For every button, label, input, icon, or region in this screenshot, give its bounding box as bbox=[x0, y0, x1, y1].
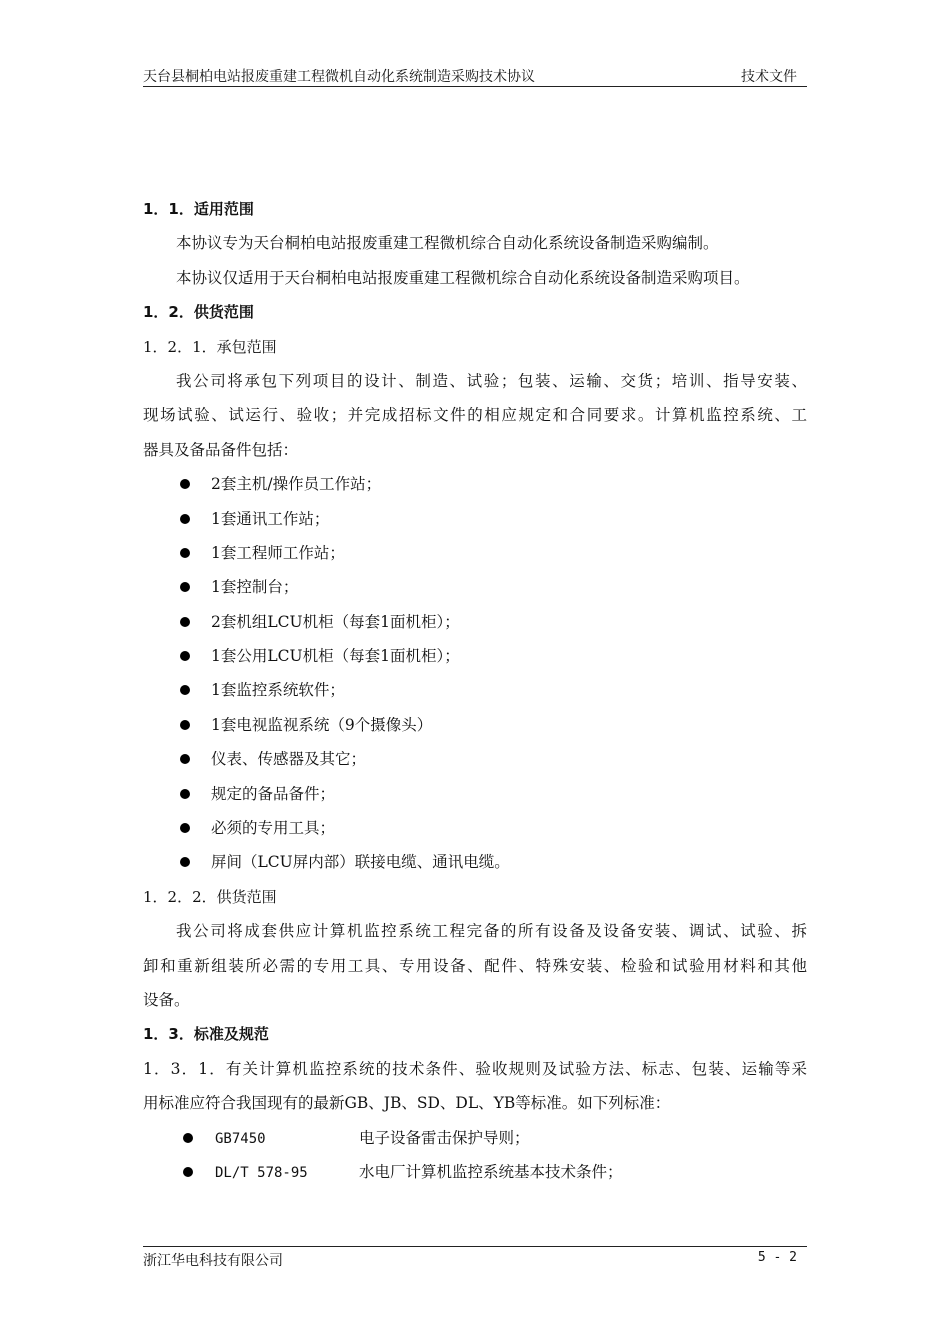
section-1-1-paragraph-1: 本协议专为天台桐柏电站报废重建工程微机综合自动化系统设备制造采购编制。 bbox=[176, 234, 719, 253]
list-item-text: 屏间（LCU屏内部）联接电缆、通讯电缆。 bbox=[211, 853, 510, 872]
section-1-1-paragraph-2: 本协议仅适用于天台桐柏电站报废重建工程微机综合自动化系统设备制造采购项目。 bbox=[176, 268, 750, 287]
bullet-icon bbox=[180, 548, 190, 558]
header-doc-type: 技术文件 bbox=[741, 69, 797, 85]
bullet-icon bbox=[180, 754, 190, 764]
list-item bbox=[143, 467, 807, 501]
bullet-icon bbox=[183, 1133, 193, 1143]
list-item bbox=[143, 639, 807, 673]
list-item bbox=[143, 673, 807, 707]
bullet-icon bbox=[180, 685, 190, 695]
bullet-icon bbox=[180, 823, 190, 833]
section-1-2-2-para-line: 设备。 bbox=[143, 990, 190, 1009]
bullet-icon bbox=[183, 1167, 193, 1177]
list-item-text: 2套主机/操作员工作站； bbox=[211, 475, 382, 494]
list-item-text: 仪表、传感器及其它； bbox=[211, 750, 367, 769]
footer-company: 浙江华电科技有限公司 bbox=[143, 1253, 283, 1269]
section-1-2-1-para-line: 器具及备品备件包括： bbox=[143, 440, 299, 459]
section-1-2-2-heading: 1．2．2．供货范围 bbox=[143, 887, 277, 906]
page-number: 5 - 2 bbox=[757, 1250, 797, 1265]
list-item bbox=[143, 605, 807, 639]
list-item-text: 1套公用LCU机柜（每套1面机柜）； bbox=[211, 647, 460, 666]
list-item bbox=[143, 708, 807, 742]
section-1-3-heading: 1．3．标准及规范 bbox=[143, 1025, 269, 1044]
list-item-text: 1套控制台； bbox=[211, 578, 299, 597]
section-1-2-1-para-line: 我公司将承包下列项目的设计、制造、试验；包装、运输、交货；培训、指导安装、 bbox=[176, 371, 807, 390]
list-item-text: 1套电视监视系统（9个摄像头） bbox=[211, 715, 433, 734]
list-item bbox=[143, 536, 807, 570]
bullet-icon bbox=[180, 651, 190, 661]
standard-item bbox=[143, 1155, 807, 1189]
standard-code: GB7450 bbox=[215, 1130, 266, 1147]
standard-item bbox=[143, 1121, 807, 1155]
list-item bbox=[143, 777, 807, 811]
page-footer bbox=[143, 1246, 807, 1269]
section-1-2-2-para-line: 卸和重新组装所必需的专用工具、专用设备、配件、特殊安装、检验和试验用材料和其他 bbox=[143, 956, 807, 975]
section-1-3-1-para-line: 用标准应符合我国现有的最新GB、JB、SD、DL、YB等标准。如下列标准： bbox=[143, 1094, 671, 1113]
bullet-icon bbox=[180, 789, 190, 799]
bullet-icon bbox=[180, 857, 190, 867]
header-title: 天台县桐柏电站报废重建工程微机自动化系统制造采购技术协议 bbox=[143, 69, 535, 85]
list-item bbox=[143, 845, 807, 879]
list-item-text: 1套监控系统软件； bbox=[211, 681, 345, 700]
standard-name: 电子设备雷击保护导则； bbox=[359, 1128, 530, 1147]
list-item bbox=[143, 742, 807, 776]
list-item bbox=[143, 570, 807, 604]
bullet-icon bbox=[180, 582, 190, 592]
section-1-2-1-heading: 1．2．1．承包范围 bbox=[143, 337, 277, 356]
section-1-3-1-para-line: 1．3．1．有关计算机监控系统的技术条件、验收规则及试验方法、标志、包装、运输等采 bbox=[143, 1059, 807, 1078]
list-item-text: 2套机组LCU机柜（每套1面机柜）； bbox=[211, 612, 460, 631]
standard-name: 水电厂计算机监控系统基本技术条件； bbox=[359, 1162, 623, 1181]
bullet-icon bbox=[180, 479, 190, 489]
section-1-2-2-para-line: 我公司将成套供应计算机监控系统工程完备的所有设备及设备安装、调试、试验、拆 bbox=[176, 922, 807, 941]
list-item bbox=[143, 811, 807, 845]
list-item-text: 1套通讯工作站； bbox=[211, 509, 330, 528]
bullet-icon bbox=[180, 514, 190, 524]
list-item-text: 规定的备品备件； bbox=[211, 784, 336, 803]
list-item-text: 1套工程师工作站； bbox=[211, 543, 345, 562]
section-1-2-heading: 1．2．供货范围 bbox=[143, 303, 254, 322]
bullet-icon bbox=[180, 720, 190, 730]
list-item bbox=[143, 502, 807, 536]
standard-code: DL/T 578-95 bbox=[215, 1164, 308, 1181]
section-1-1-heading: 1．1．适用范围 bbox=[143, 200, 254, 218]
bullet-icon bbox=[180, 617, 190, 627]
list-item-text: 必须的专用工具； bbox=[211, 819, 336, 838]
page-header bbox=[143, 64, 807, 87]
document-body bbox=[143, 192, 807, 1189]
section-1-2-1-para-line: 现场试验、试运行、验收；并完成招标文件的相应规定和合同要求。计算机监控系统、工 bbox=[143, 406, 807, 425]
